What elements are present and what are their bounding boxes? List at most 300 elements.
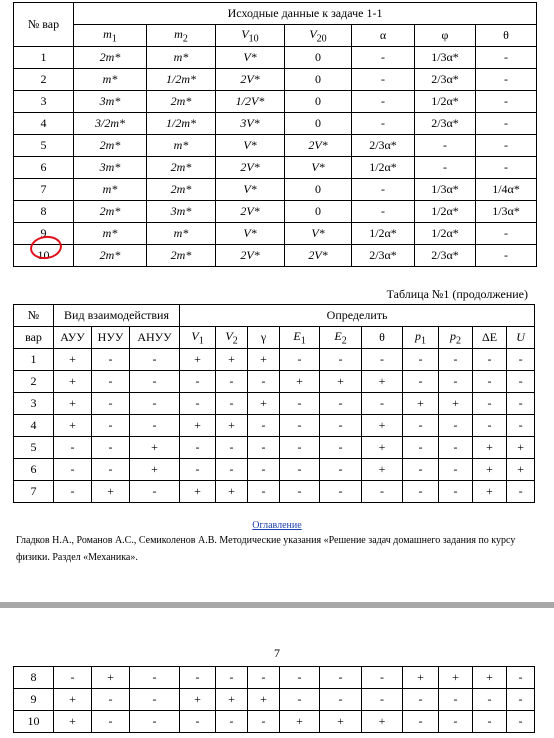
column-header — [280, 327, 320, 349]
table-cell: - — [473, 711, 507, 733]
table-cell: - — [352, 179, 415, 201]
header-subscript: 10 — [248, 33, 259, 45]
variant-number: 2 — [14, 69, 74, 91]
table-cell: - — [507, 689, 535, 711]
table-cell: 2V* — [285, 245, 352, 267]
table-cell: 2m* — [147, 91, 216, 113]
table-cell: V* — [216, 179, 285, 201]
table-cell: + — [130, 459, 180, 481]
header-symbol: V — [225, 328, 233, 343]
table-cell: + — [403, 393, 439, 415]
table-cell: 2/3α* — [415, 245, 476, 267]
table-row — [14, 135, 537, 157]
table-cell: + — [507, 459, 535, 481]
table-cell: - — [54, 437, 92, 459]
table-cell: + — [362, 371, 403, 393]
page-number: 7 — [274, 646, 280, 660]
column-header — [507, 327, 535, 349]
table-row — [14, 459, 535, 481]
determine-header: Определить — [180, 305, 535, 327]
table-cell: 3m* — [147, 201, 216, 223]
column-header — [147, 25, 216, 47]
table-cell: + — [248, 393, 280, 415]
header-symbol: E — [293, 328, 301, 343]
table-cell: - — [320, 349, 362, 371]
table-cell: - — [216, 437, 248, 459]
table-cell: - — [439, 459, 473, 481]
variant-number: 8 — [14, 667, 54, 689]
column-header — [54, 327, 92, 349]
table-cell: - — [362, 689, 403, 711]
table-cell: - — [130, 481, 180, 503]
table-cell: 2V* — [216, 157, 285, 179]
table-row — [14, 667, 535, 689]
table-row — [14, 179, 537, 201]
table-cell: - — [415, 157, 476, 179]
table-cell: - — [130, 349, 180, 371]
header-subscript: 1 — [198, 335, 204, 347]
table-cell: 1/3α* — [415, 179, 476, 201]
table-cell: - — [280, 349, 320, 371]
table-cell: - — [92, 415, 130, 437]
table-cell: 2m* — [74, 135, 147, 157]
table-cell: + — [320, 371, 362, 393]
table-cell: - — [54, 459, 92, 481]
table-cell: - — [320, 689, 362, 711]
table-cell: - — [216, 711, 248, 733]
table-cell: - — [92, 459, 130, 481]
table-cell: - — [439, 415, 473, 437]
table-cell: + — [180, 689, 216, 711]
header-subscript: 20 — [316, 33, 327, 45]
table-cell: 0 — [285, 69, 352, 91]
table-cell: + — [473, 437, 507, 459]
variant-number: 8 — [14, 201, 74, 223]
table-row — [14, 371, 535, 393]
column-header — [74, 25, 147, 47]
table-cell: 2V* — [285, 135, 352, 157]
table-row — [14, 481, 535, 503]
table-cell: + — [248, 349, 280, 371]
table-cell: + — [439, 667, 473, 689]
header-subscript: 2 — [456, 335, 462, 347]
table-cell: - — [320, 459, 362, 481]
table-cell: - — [130, 689, 180, 711]
table-continuation-caption: Таблица №1 (продолжение) — [386, 287, 528, 301]
table-cell: - — [54, 481, 92, 503]
header-symbol: АНУУ — [137, 330, 172, 344]
table-cell: 2/3α* — [352, 245, 415, 267]
header-symbol: θ — [379, 330, 385, 344]
header-subscript: 1 — [111, 33, 117, 45]
table-cell: - — [403, 415, 439, 437]
table-cell: - — [352, 47, 415, 69]
table-cell: 2/3α* — [415, 69, 476, 91]
table-row — [14, 223, 537, 245]
table-cell: - — [320, 667, 362, 689]
interaction-table — [13, 304, 535, 503]
table-cell: + — [180, 349, 216, 371]
table-cell: + — [362, 711, 403, 733]
table-cell: 1/2V* — [216, 91, 285, 113]
table-cell: + — [362, 459, 403, 481]
table-cell: 2m* — [147, 245, 216, 267]
variant-number: 7 — [14, 481, 54, 503]
table-cell: - — [320, 393, 362, 415]
table-cell: - — [280, 689, 320, 711]
table-title: Исходные данные к задаче 1-1 — [74, 3, 537, 25]
table-cell: - — [362, 667, 403, 689]
table-cell: - — [352, 91, 415, 113]
table-cell: 1/2α* — [415, 223, 476, 245]
header-subscript: 2 — [341, 335, 347, 347]
table-cell: - — [473, 371, 507, 393]
table-cell: + — [180, 415, 216, 437]
table-cell: - — [180, 459, 216, 481]
column-header — [216, 25, 285, 47]
table-row — [14, 69, 537, 91]
variant-number: 10 — [14, 245, 74, 267]
table-cell: m* — [147, 47, 216, 69]
interaction-table-continued — [13, 666, 535, 733]
table-cell: - — [248, 711, 280, 733]
interaction-type-header: Вид взаимодействия — [54, 305, 180, 327]
table-cell: - — [280, 481, 320, 503]
header-symbol: НУУ — [97, 330, 124, 344]
table-cell: + — [130, 437, 180, 459]
variant-number: 6 — [14, 459, 54, 481]
variant-header-bottom: вар — [14, 327, 54, 349]
header-symbol: α — [379, 28, 387, 42]
table-row — [14, 91, 537, 113]
table-cell: - — [507, 667, 535, 689]
table-cell: + — [92, 667, 130, 689]
table-cell: - — [180, 437, 216, 459]
reference-text: Гладков Н.А., Романов А.С., Семиколенов А.В. Методические указания «Решение задач домашнего задания по курсу физики. Раздел «Механика». — [16, 535, 516, 563]
table-cell: - — [403, 349, 439, 371]
header-symbol: φ — [441, 28, 449, 42]
table-row — [14, 157, 537, 179]
table-cell: - — [280, 393, 320, 415]
table-cell: 2m* — [147, 157, 216, 179]
column-header — [473, 327, 507, 349]
table-cell: 0 — [285, 91, 352, 113]
table-cell: + — [216, 689, 248, 711]
header-symbol: m — [174, 26, 183, 41]
table-cell: - — [507, 481, 535, 503]
column-header — [285, 25, 352, 47]
table-cell: - — [362, 349, 403, 371]
table-cell: + — [54, 349, 92, 371]
table-cell: - — [362, 393, 403, 415]
table-cell: V* — [216, 135, 285, 157]
table-cell: - — [248, 667, 280, 689]
table-cell: - — [130, 711, 180, 733]
table-cell: 2m* — [147, 179, 216, 201]
table-cell: 1/2α* — [415, 91, 476, 113]
table-cell: - — [248, 371, 280, 393]
table-cell: 1/2m* — [147, 69, 216, 91]
table-cell: 2V* — [216, 201, 285, 223]
table-cell: + — [362, 437, 403, 459]
table-cell: - — [180, 711, 216, 733]
table-cell: - — [403, 481, 439, 503]
header-symbol: АУУ — [60, 330, 85, 344]
table-cell: 0 — [285, 113, 352, 135]
table-cell: - — [476, 223, 537, 245]
header-symbol: V — [191, 328, 199, 343]
table-cell: - — [439, 689, 473, 711]
variant-number: 1 — [14, 47, 74, 69]
table-cell: - — [507, 711, 535, 733]
table-cell: + — [320, 711, 362, 733]
variant-number: 4 — [14, 415, 54, 437]
table-cell: - — [476, 47, 537, 69]
page-separator — [0, 602, 554, 608]
column-header — [216, 327, 248, 349]
table-cell: - — [54, 667, 92, 689]
table-row — [14, 245, 537, 267]
table-cell: - — [216, 393, 248, 415]
column-header — [248, 327, 280, 349]
table-cell: + — [280, 711, 320, 733]
table-cell: 3m* — [74, 91, 147, 113]
table-cell: 0 — [285, 201, 352, 223]
header-symbol: γ — [260, 330, 267, 344]
table-cell: - — [476, 157, 537, 179]
table-row — [14, 113, 537, 135]
table-cell: 2V* — [216, 69, 285, 91]
column-header — [415, 25, 476, 47]
table-cell: - — [180, 393, 216, 415]
table-cell: - — [476, 113, 537, 135]
table-row — [14, 393, 535, 415]
table-cell: - — [248, 437, 280, 459]
table-cell: + — [54, 711, 92, 733]
column-header — [362, 327, 403, 349]
table-cell: - — [507, 415, 535, 437]
table-cell: 1/3α* — [415, 47, 476, 69]
table-cell: + — [92, 481, 130, 503]
column-header — [92, 327, 130, 349]
variant-number: 7 — [14, 179, 74, 201]
table-cell: m* — [74, 223, 147, 245]
table-cell: - — [216, 667, 248, 689]
table-row — [14, 415, 535, 437]
table-cell: - — [415, 135, 476, 157]
header-symbol: V — [241, 26, 249, 41]
table-cell: - — [92, 349, 130, 371]
variant-header-top: № — [14, 305, 54, 327]
quantity-header-row — [14, 327, 535, 349]
table-cell: - — [248, 415, 280, 437]
table-cell: - — [476, 135, 537, 157]
table-cell: m* — [74, 179, 147, 201]
header-subscript: 1 — [421, 335, 427, 347]
table-cell: + — [439, 393, 473, 415]
table-cell: V* — [216, 47, 285, 69]
table-row — [14, 711, 535, 733]
table-cell: - — [476, 91, 537, 113]
table-cell: + — [248, 689, 280, 711]
variant-number: 9 — [14, 689, 54, 711]
table-cell: - — [403, 371, 439, 393]
table-cell: - — [130, 415, 180, 437]
variant-number: 10 — [14, 711, 54, 733]
table-cell: m* — [147, 135, 216, 157]
table-cell: - — [352, 69, 415, 91]
table-row — [14, 437, 535, 459]
table-cell: - — [92, 393, 130, 415]
header-symbol: p — [450, 328, 457, 343]
table-cell: + — [403, 667, 439, 689]
table-cell: - — [362, 481, 403, 503]
table-cell: - — [130, 371, 180, 393]
header-subscript: 2 — [232, 335, 238, 347]
table-cell: - — [439, 371, 473, 393]
table-cell: + — [362, 415, 403, 437]
table-cell: 1/2α* — [415, 201, 476, 223]
table-cell: - — [180, 667, 216, 689]
table-cell: - — [216, 459, 248, 481]
table-cell: - — [280, 437, 320, 459]
table-cell: - — [507, 349, 535, 371]
variant-number: 3 — [14, 91, 74, 113]
table-cell: + — [54, 415, 92, 437]
header-symbol: m — [103, 26, 112, 41]
variant-number: 1 — [14, 349, 54, 371]
table-cell: 2V* — [216, 245, 285, 267]
table-cell: 2m* — [74, 245, 147, 267]
table-row — [14, 201, 537, 223]
table-cell: 1/2α* — [352, 157, 415, 179]
table-of-contents-link[interactable]: Оглавление — [252, 520, 302, 531]
table-cell: - — [403, 459, 439, 481]
table-cell: 3V* — [216, 113, 285, 135]
table-cell: - — [352, 113, 415, 135]
table-cell: + — [473, 667, 507, 689]
table-row — [14, 47, 537, 69]
column-header — [352, 25, 415, 47]
column-header — [320, 327, 362, 349]
table-cell: - — [248, 481, 280, 503]
table-cell: 2m* — [74, 47, 147, 69]
column-header — [130, 327, 180, 349]
table-cell: - — [320, 437, 362, 459]
table-cell: - — [92, 689, 130, 711]
variant-header: № вар — [14, 3, 74, 47]
table-row — [14, 689, 535, 711]
header-symbol: θ — [503, 28, 509, 42]
table-cell: 1/2α* — [352, 223, 415, 245]
table-cell: - — [476, 69, 537, 91]
column-header — [439, 327, 473, 349]
table-cell: - — [476, 245, 537, 267]
table-cell: - — [280, 459, 320, 481]
header-subscript: 1 — [300, 335, 306, 347]
table-cell: + — [280, 371, 320, 393]
table-cell: + — [473, 481, 507, 503]
table-cell: - — [439, 437, 473, 459]
variant-number: 5 — [14, 135, 74, 157]
parameter-header-row — [14, 25, 537, 47]
table-cell: - — [403, 689, 439, 711]
table-cell: 1/3α* — [476, 201, 537, 223]
variant-number: 6 — [14, 157, 74, 179]
table-cell: 3m* — [74, 157, 147, 179]
table-cell: - — [280, 415, 320, 437]
table-cell: + — [216, 349, 248, 371]
table-cell: 2/3α* — [352, 135, 415, 157]
table-cell: + — [216, 481, 248, 503]
table-cell: - — [320, 415, 362, 437]
table-cell: 1/2m* — [147, 113, 216, 135]
column-header — [403, 327, 439, 349]
table-cell: + — [180, 481, 216, 503]
table-cell: m* — [74, 69, 147, 91]
table-cell: - — [403, 437, 439, 459]
table-cell: - — [473, 349, 507, 371]
header-symbol: E — [334, 328, 342, 343]
table-cell: - — [130, 667, 180, 689]
table-cell: - — [439, 711, 473, 733]
table-cell: - — [180, 371, 216, 393]
header-subscript: 2 — [182, 33, 188, 45]
table-cell: - — [216, 371, 248, 393]
variant-number: 2 — [14, 371, 54, 393]
table-cell: - — [92, 371, 130, 393]
table-cell: + — [216, 415, 248, 437]
table-cell: V* — [285, 157, 352, 179]
table-cell: - — [439, 349, 473, 371]
table-cell: - — [507, 371, 535, 393]
table-row — [14, 349, 535, 371]
table-cell: + — [507, 437, 535, 459]
table-cell: 0 — [285, 47, 352, 69]
header-symbol: ΔE — [482, 330, 498, 344]
table-cell: - — [280, 667, 320, 689]
table-cell: - — [92, 437, 130, 459]
table-cell: - — [352, 201, 415, 223]
variant-number: 3 — [14, 393, 54, 415]
table-cell: + — [54, 393, 92, 415]
table-cell: 2m* — [74, 201, 147, 223]
table-cell: 2/3α* — [415, 113, 476, 135]
table-cell: 0 — [285, 179, 352, 201]
column-header — [476, 25, 537, 47]
table-cell: V* — [285, 223, 352, 245]
header-symbol: U — [516, 330, 525, 344]
table-cell: 1/4α* — [476, 179, 537, 201]
header-symbol: p — [415, 328, 422, 343]
source-data-table — [13, 2, 537, 267]
table-cell: - — [92, 711, 130, 733]
table-cell: - — [473, 393, 507, 415]
table-cell: + — [54, 371, 92, 393]
column-header — [180, 327, 216, 349]
table-cell: - — [473, 689, 507, 711]
table-cell: - — [130, 393, 180, 415]
variant-number: 9 — [14, 223, 74, 245]
variant-number: 4 — [14, 113, 74, 135]
table-cell: - — [248, 459, 280, 481]
variant-number: 5 — [14, 437, 54, 459]
table-cell: m* — [147, 223, 216, 245]
table-cell: - — [403, 711, 439, 733]
table-cell: V* — [216, 223, 285, 245]
table-cell: + — [473, 459, 507, 481]
table-cell: - — [439, 481, 473, 503]
